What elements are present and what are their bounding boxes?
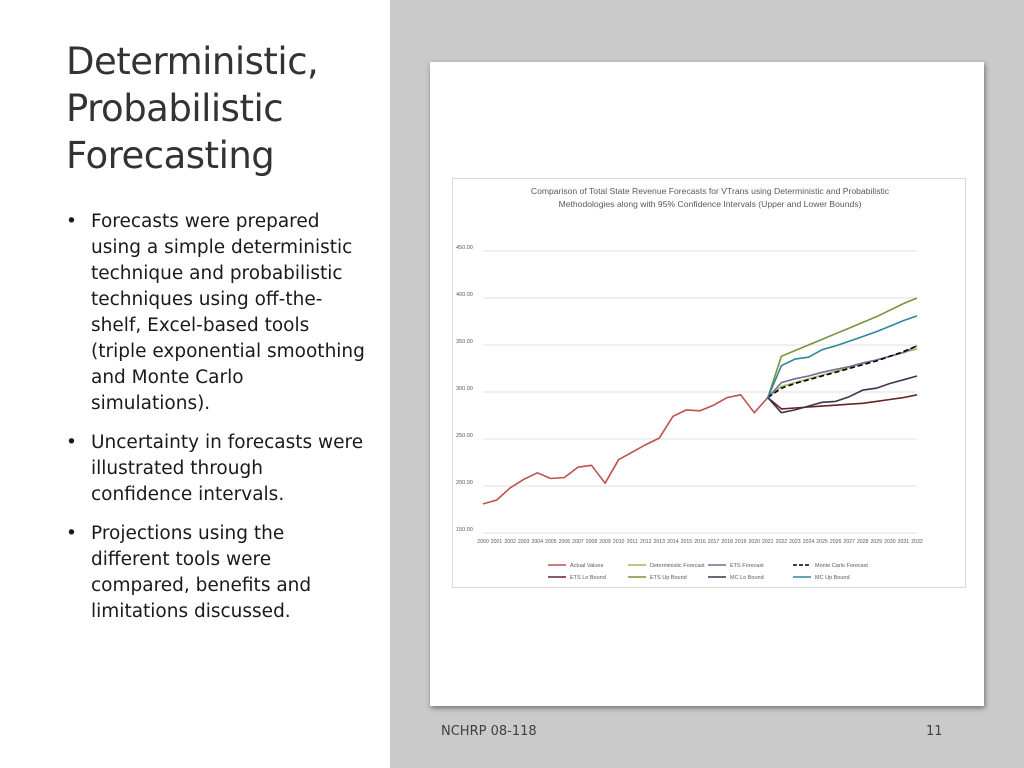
bullet-text: Forecasts were prepared using a simple deterministic technique and probabilistic techniques using off-the-shelf, Excel-based tools (triple exponential smoothing and Monte Carlo simulations). xyxy=(91,211,365,414)
x-tick-label: 2005 xyxy=(545,539,557,545)
series-line-ets_lo xyxy=(768,395,917,409)
y-tick-label: 150.00 xyxy=(456,527,473,533)
bullet-item xyxy=(66,430,366,508)
x-tick-label: 2012 xyxy=(639,539,652,545)
series-line-mc xyxy=(768,346,917,398)
x-tick-label: 2021 xyxy=(762,539,774,545)
x-tick-label: 2009 xyxy=(599,539,611,545)
x-tick-label: 2028 xyxy=(856,539,869,545)
x-tick-label: 2026 xyxy=(829,539,842,545)
x-tick-label: 2027 xyxy=(843,539,855,545)
x-tick-label: 2020 xyxy=(748,539,761,545)
x-tick-label: 2014 xyxy=(667,539,679,545)
legend-label-actual: Actual Values xyxy=(570,563,604,569)
bullet-dot-icon: • xyxy=(66,211,77,232)
chart-title: Comparison of Total State Revenue Forecasts for VTrans using Deterministic and Probabilistic xyxy=(530,186,890,196)
y-tick-label: 350.00 xyxy=(456,339,473,345)
page-number: 11 xyxy=(926,724,943,739)
bullet-text: Projections using the different tools were compared, benefits and limitations discussed. xyxy=(91,523,312,622)
x-tick-label: 2008 xyxy=(585,539,598,545)
bullet-dot-icon: • xyxy=(66,432,77,453)
x-tick-label: 2001 xyxy=(490,539,503,545)
x-tick-label: 2004 xyxy=(531,539,544,545)
revenue-forecast-chart xyxy=(453,179,967,589)
legend-label-ets: ETS Forecast xyxy=(730,563,764,569)
x-tick-label: 2022 xyxy=(775,539,788,545)
x-tick-label: 2015 xyxy=(680,539,693,545)
legend-label-ets_lo: ETS Lo Bound xyxy=(570,575,606,581)
x-tick-label: 2030 xyxy=(884,539,896,545)
legend-label-ets_up: ETS Up Bound xyxy=(650,575,687,581)
series-line-actual xyxy=(483,395,768,504)
x-tick-label: 2007 xyxy=(572,539,584,545)
x-tick-label: 2003 xyxy=(517,539,530,545)
x-tick-label: 2023 xyxy=(789,539,801,545)
chart-title: Methodologies along with 95% Confidence Intervals (Upper and Lower Bounds) xyxy=(558,199,862,209)
footer-project-id: NCHRP 08-118 xyxy=(441,724,537,739)
series-line-ets xyxy=(768,346,917,398)
y-tick-label: 450.00 xyxy=(456,245,473,251)
x-tick-label: 2032 xyxy=(911,539,923,545)
slide-title xyxy=(66,38,366,179)
title-line: Deterministic, xyxy=(66,40,319,83)
legend-label-mc_up: MC Up Bound xyxy=(815,575,850,581)
x-tick-label: 2029 xyxy=(870,539,883,545)
x-tick-label: 2017 xyxy=(707,539,720,545)
legend-label-mc: Monte Carlo Forecast xyxy=(815,563,868,569)
series-line-deterministic xyxy=(768,349,917,398)
y-tick-label: 400.00 xyxy=(456,292,473,298)
y-tick-label: 250.00 xyxy=(456,433,473,439)
x-tick-label: 2013 xyxy=(653,539,666,545)
x-tick-label: 2000 xyxy=(477,539,489,545)
y-tick-label: 300.00 xyxy=(456,386,473,392)
x-tick-label: 2011 xyxy=(626,539,638,545)
x-tick-label: 2019 xyxy=(734,539,747,545)
x-tick-label: 2010 xyxy=(612,539,625,545)
x-tick-label: 2031 xyxy=(897,539,910,545)
x-tick-label: 2018 xyxy=(721,539,733,545)
title-line: Probabilistic xyxy=(66,87,284,130)
legend-label-deterministic: Deterministic Forecast xyxy=(650,563,705,569)
bullet-list xyxy=(66,209,366,638)
x-tick-label: 2006 xyxy=(558,539,571,545)
x-tick-label: 2002 xyxy=(504,539,516,545)
bullet-item xyxy=(66,521,366,625)
chart-container xyxy=(452,178,966,588)
bullet-text: Uncertainty in forecasts were illustrated through confidence intervals. xyxy=(91,432,364,505)
text-panel xyxy=(0,0,390,768)
x-tick-label: 2024 xyxy=(802,539,815,545)
x-tick-label: 2016 xyxy=(694,539,706,545)
x-tick-label: 2025 xyxy=(816,539,828,545)
title-line: Forecasting xyxy=(66,134,275,177)
bullet-dot-icon: • xyxy=(66,523,77,544)
document-page xyxy=(430,62,984,706)
legend-label-mc_lo: MC Lo Bound xyxy=(730,575,764,581)
series-line-mc_lo xyxy=(768,376,917,413)
y-tick-label: 200.00 xyxy=(456,480,473,486)
bullet-item xyxy=(66,209,366,417)
